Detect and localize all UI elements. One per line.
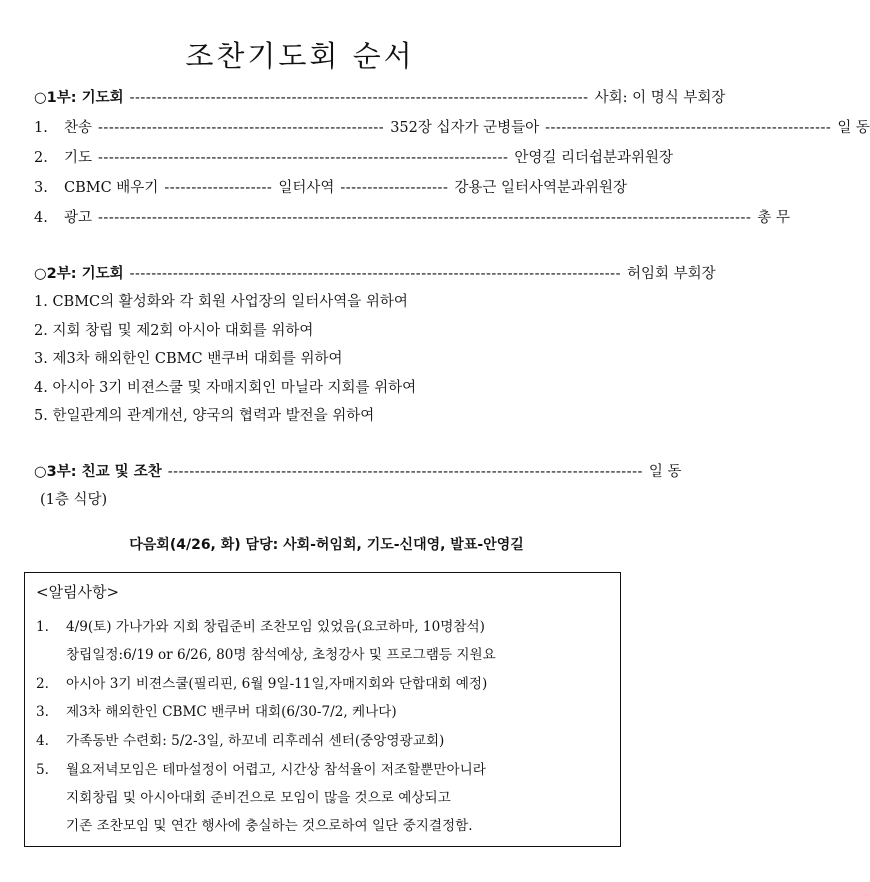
item-number: 4.	[34, 210, 48, 226]
notice-heading: <알림사항>	[36, 583, 120, 601]
part2-item-4: 4. 아시아 3기 비젼스쿨 및 자매지회인 마닐라 지회를 위하여	[34, 380, 417, 396]
part2-item-1: 1. CBMC의 활성화와 각 회원 사업장의 일터사역을 위하여	[34, 294, 408, 310]
part2-item-5: 5. 한일관계의 관계개선, 양국의 협력과 발전을 위하여	[34, 408, 375, 424]
part3-header-label: ○3부: 친교 및 조찬	[34, 464, 162, 480]
notice-number: 1.	[36, 619, 49, 635]
notice-number: 3.	[36, 704, 49, 720]
notice-item-5-cont-1: 지회창립 및 아시아대회 준비건으로 모임이 많을 것으로 예상되고	[66, 790, 451, 806]
notice-number: 2.	[36, 676, 49, 692]
dash-leader: -----------------------------------------------------	[98, 120, 385, 136]
page-title: 조찬기도회 순서	[185, 39, 415, 73]
dash-leader: -----------------------------------------------------	[545, 120, 832, 136]
notice-item-5	[36, 758, 486, 778]
notice-line: 아시아 3기 비젼스쿨(필리핀, 6월 9일-11일,자매지회와 단합대회 예정)	[66, 676, 488, 692]
part1-header-label: ○1부: 기도회	[34, 90, 124, 106]
part1-item-4	[34, 206, 790, 227]
part3-header	[34, 460, 682, 481]
part2-header-label: ○2부: 기도회	[34, 266, 124, 282]
part1-item-2	[34, 146, 674, 167]
part1-header	[34, 86, 726, 107]
item-number: 2.	[34, 150, 48, 166]
notice-number: 5.	[36, 762, 49, 778]
notice-line: 월요저녁모임은 테마설정이 어렵고, 시간상 참석율이 저조할뿐만아니라	[66, 762, 486, 778]
notice-item-5-cont-2: 기존 조찬모임 및 연간 행사에 충실하는 것으로하여 일단 중지결정함.	[66, 818, 473, 834]
item-middle: 352장 십자가 군병들아	[390, 120, 540, 136]
item-right: 강용근 일터사역분과위원장	[454, 180, 628, 196]
part1-header-right: 사회: 이 명식 부회장	[594, 90, 726, 106]
item-label: 광고	[64, 210, 93, 226]
part2-header	[34, 262, 716, 283]
notice-box	[24, 572, 621, 847]
item-right: 안영길 리더쉽분과위원장	[514, 150, 674, 166]
notice-number: 4.	[36, 733, 49, 749]
part2-header-right: 허임회 부회장	[626, 266, 716, 282]
item-label: 찬송	[64, 120, 93, 136]
part3-sub: (1층 식당)	[40, 492, 108, 508]
notice-item-1	[36, 615, 485, 635]
notice-item-3	[36, 700, 397, 720]
dash-leader: --------------------	[340, 180, 449, 196]
dash-leader: -------------------------------------------------------------------------------------	[129, 90, 589, 106]
item-right: 일 동	[837, 120, 870, 136]
dash-leader: -------------------------------------------------------------------------------------------------------------------------	[98, 210, 752, 226]
part1-item-3	[34, 176, 628, 197]
item-label: CBMC 배우기	[64, 180, 159, 196]
dash-leader: ----------------------------------------------------------------------------------------	[167, 464, 643, 480]
dash-leader: --------------------	[164, 180, 273, 196]
item-number: 3.	[34, 180, 48, 196]
item-middle: 일터사역	[278, 180, 335, 196]
dash-leader: ----------------------------------------------------------------------------	[98, 150, 509, 166]
part3-header-right: 일 동	[648, 464, 682, 480]
notice-line: 4/9(토) 가나가와 지회 창립준비 조찬모임 있었음(요코하마, 10명참석)	[66, 619, 485, 635]
item-right: 총 무	[757, 210, 790, 226]
notice-item-1-cont: 창립일정:6/19 or 6/26, 80명 참석예상, 초청강사 및 프로그램등 지원요	[66, 647, 496, 663]
next-meeting: 다음회(4/26, 화) 담당: 사회-허임회, 기도-신대영, 발표-안영길	[129, 537, 524, 553]
dash-leader: -------------------------------------------------------------------------------------------	[129, 266, 621, 282]
notice-line: 제3차 해외한인 CBMC 밴쿠버 대회(6/30-7/2, 케나다)	[66, 704, 397, 720]
part2-item-3: 3. 제3차 해외한인 CBMC 밴쿠버 대회를 위하여	[34, 351, 343, 367]
notice-item-4	[36, 729, 444, 749]
item-number: 1.	[34, 120, 48, 136]
notice-line: 가족동반 수련회: 5/2-3일, 하꼬네 리후레쉬 센터(중앙영광교회)	[66, 733, 445, 749]
item-label: 기도	[64, 150, 93, 166]
notice-item-2	[36, 672, 487, 692]
part2-item-2: 2. 지회 창립 및 제2회 아시아 대회를 위하여	[34, 323, 314, 339]
part1-item-1	[34, 116, 870, 137]
